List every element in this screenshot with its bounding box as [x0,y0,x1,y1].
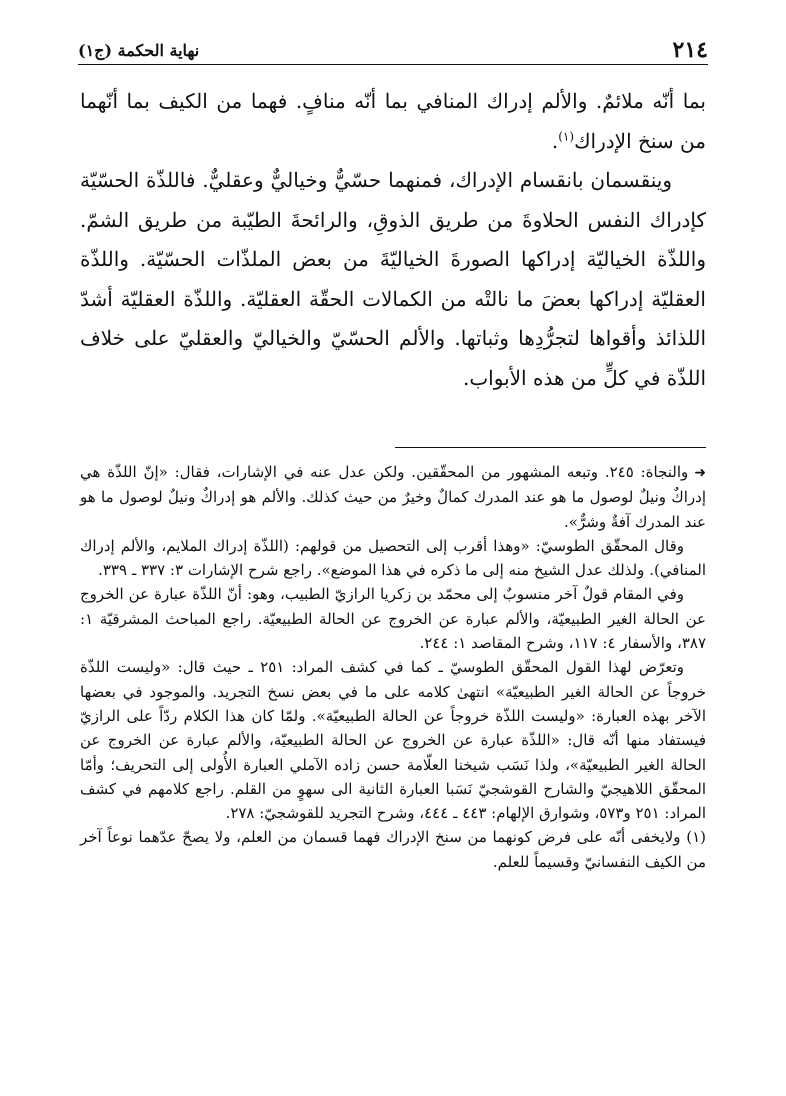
running-title: نهاية الحكمة (ج١) [78,41,200,60]
continuation-arrow-icon: ➜ [694,465,706,481]
footnote-text: والنجاة: ٢٤٥. وتبعه المشهور من المحقّقين. ولكن عدل عنه في الإشارات، فقال: «إنّ اللذّة هي إدراكٌ ونيلٌ لوصول ما هو عند المدرك كمالٌ وخيرٌ من حيث كذلك. والألم هو إدراكٌ ونيلٌ لوصول ما هو عند المدرك آفةٌ وشرٌّ». [80,463,706,531]
body-paragraph: وينقسمان بانقسام الإدراك، فمنهما حسّيٌّ وخياليٌّ وعقليٌّ. فاللذّة الحسّيّة كإدراك النفس الحلاوةَ من طريق الذوقِ، والرائحةَ الطيّبة من طريق الشمّ. واللذّة الخياليّة إدراكها الصورةَ الخياليّةَ من بعض الملذّات الحسّيّة. واللذّة العقليّة إدراكها بعضَ ما نالتْه من الكمالات الحقّة العقليّة. واللذّة العقليّة أشدّ اللذائذ وأقواها لتجرُّدِها وثباتها. والألم الحسّيّ والخياليّ والعقليّ على خلاف اللذّة في كلٍّ من هذه الأبواب. [80,168,706,390]
body-paragraph-text: بما أنّه ملائمٌ. والألم إدراك المنافي بما أنّه منافٍ. فهما من الكيف بما أنّهما من سنخ الإدراك [80,89,706,153]
footnote-paragraph: وفي المقام قولٌ آخر منسوبٌ إلى محمّد بن زكريا الرازيّ الطبيب، وهو: أنّ اللذّة عبارة عن الخروج عن الحالة الغير الطبيعيّة، والألم عبارة عن الخروج عن الحالة الطبيعيّة. راجع المباحث المشرقيّة ١: ٣٨٧، والأسفار ٤: ١١٧، وشرح المقاصد ١: ٢٤٤. [80,585,706,653]
footnote-marker: (١) [558,128,575,143]
main-text [80,82,706,398]
body-paragraph: بما أنّه ملائمٌ. والألم إدراك المنافي بما أنّه منافٍ. فهما من الكيف بما أنّهما من سنخ الإدراك$^{(١)}$. [80,89,706,153]
footnote-separator [395,447,706,448]
footnote-paragraph: وتعرّض لهذا القول المحقّق الطوسيّ ـ كما في كشف المراد: ٢٥١ ـ حيث قال: «وليست اللذّة خروجاً عن الحالة الغير الطبيعيّة» انتهىٰ كلامه على ما في بعض نسخ التجريد. والموجود في بعضها الآخر بهذه العبارة: «وليست اللذّة خروجاً عن الحالة الطبيعيّة». ولمّا كان هذا الكلام ردّاً على الرازيّ فيستفاد منها أنّه قال: «اللذّة عبارة عن الخروج عن الحالة الطبيعيّة، والألم عبارة عن الخروج عن الحالة الغير الطبيعيّة»، ولذا نَسَب شيخنا العلّامة حسن زاده الآملي العبارة الأُولى إلى التحريف؛ وأمّا المحقّق اللاهيجيّ والشارح القوشجيّ نَسَبا العبارة الثانية الى سهوٍ من القلم. راجع كلامهم في كشف المراد: ٢٥١ و٥٧٣، وشوارق الإلهام: ٤٤٣ ـ ٤٤٤، وشرح التجريد للقوشجيّ: ٢٧٨. [80,658,706,823]
header-rule [78,64,708,65]
footnote-paragraph [80,460,706,534]
page-number: ٢١٤ [672,37,708,63]
footnote-paragraph: (١) ولايخفى أنّه على فرض كونهما من سنخ الإدراك فهما قسمان من العلم، ولا يصحّ عدّهما نوعاً آخر من الكيف النفسانيّ وقسيماً للعلم. [80,828,706,871]
footnotes [80,460,706,874]
footnote-paragraph: وقال المحقّق الطوسيّ: «وهذا أقرب إلى التحصيل من قولهم: (اللذّة إدراك الملايم، والألم إدراك المنافي). ولذلك عدل الشيخ منه إلى ما ذكره في هذا الموضع». راجع شرح الإشارات ٣: ٣٣٧ ـ ٣٣٩. [80,536,706,580]
page-header [78,34,708,62]
